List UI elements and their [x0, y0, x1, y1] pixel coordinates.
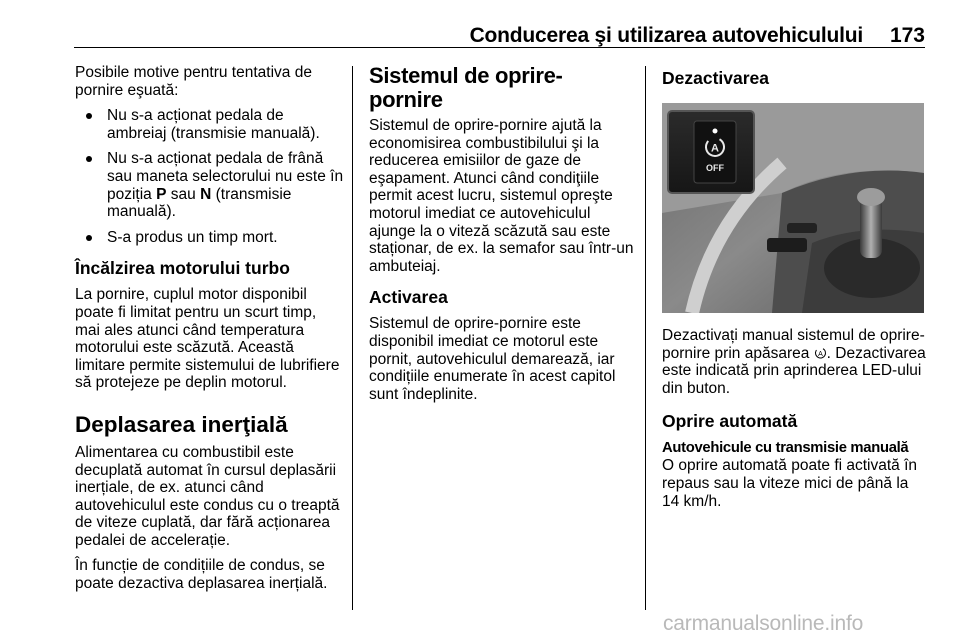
turbo-heading: Încălzirea motorului turbo — [75, 258, 290, 279]
deactivation-text: Dezactivați manual sistemul de oprire-pornire prin apăsarea A . Dezactivarea este indicată prin aprinderea LED-ului din buton. — [662, 327, 926, 397]
auto-stop-start-icon — [814, 346, 827, 359]
turbo-text: La pornire, cuplul motor disponibil poate fi limitat pentru un scurt timp, mai ales atunci când temperatura motorului este scăzută. Această limitare permite sistemului de lubrifiere să protejeze pe deplin motorul. — [75, 286, 340, 392]
list-item: S-a produs un timp mort. — [75, 229, 345, 247]
deactivation-heading: Dezactivarea — [662, 68, 770, 88]
column-1 — [75, 64, 345, 601]
column-3 — [662, 64, 928, 518]
list-item: Nu s-a acționat pedala de frână sau maneta selectorului nu este în poziția P sau N (transmisie manuală). — [75, 150, 345, 220]
failed-start-list — [75, 107, 345, 246]
page-number: 173 — [889, 24, 925, 47]
column-divider-2 — [645, 66, 646, 610]
gear-p-label: P — [156, 185, 167, 203]
off-button-label: OFF — [706, 163, 724, 173]
coasting-text-2: În funcție de condițiile de condus, se poate dezactiva deplasarea inerțială. — [75, 557, 328, 593]
manual-transmission-text: O oprire automată poate fi activată în repaus sau la viteze mici de până la 14 km/h. — [662, 457, 918, 510]
column-2 — [369, 64, 635, 411]
coasting-heading: Deplasarea inerţială — [75, 411, 288, 437]
activation-heading: Activarea — [369, 287, 448, 308]
header-rule — [74, 47, 925, 48]
column-divider-1 — [352, 66, 353, 610]
console-button-photo — [662, 103, 924, 313]
stop-start-text: Sistemul de oprire-pornire ajută la economisirea combustibilului şi la reducerea emisiilor de gaze de eşapament. Atunci când condiţiile permit acest lucru, sistemul opreşte motorul imediat ce autovehiculul ajunge la o viteză scăzută sau este staționar, de ex. la semafor sau într-un ambuteiaj. — [369, 117, 634, 275]
activation-text: Sistemul de oprire-pornire este disponibil imediat ce motorul este pornit, autovehiculul demarează, iar condițiile enumerate în acest capitol sunt îndeplinite. — [369, 315, 616, 403]
svg-text:A: A — [817, 350, 823, 358]
page-header — [74, 20, 925, 48]
svg-text:A: A — [711, 142, 719, 155]
failed-start-intro: Posibile motive pentru tentativa de pornire eşuată: — [75, 64, 312, 99]
auto-stop-heading: Oprire automată — [662, 411, 798, 432]
chapter-title: Conducerea şi utilizarea autovehiculului — [469, 24, 863, 47]
gear-n-label: N — [200, 185, 212, 203]
manual-transmission-heading: Autovehicule cu transmisie manuală — [662, 440, 909, 457]
stop-start-heading: Sistemul de oprire-pornire — [369, 63, 563, 112]
coasting-text-1: Alimentarea cu combustibil este decuplată automat în cursul deplasării inerțiale, de ex. atunci când autovehiculul este condus cu o treaptă de viteze cuplată, dar fără acționarea pedalei de accelerație. — [75, 443, 340, 549]
watermark: carmanualsonline.info — [663, 612, 864, 635]
list-item: Nu s-a acționat pedala de ambreiaj (transmisie manuală). — [75, 107, 345, 142]
